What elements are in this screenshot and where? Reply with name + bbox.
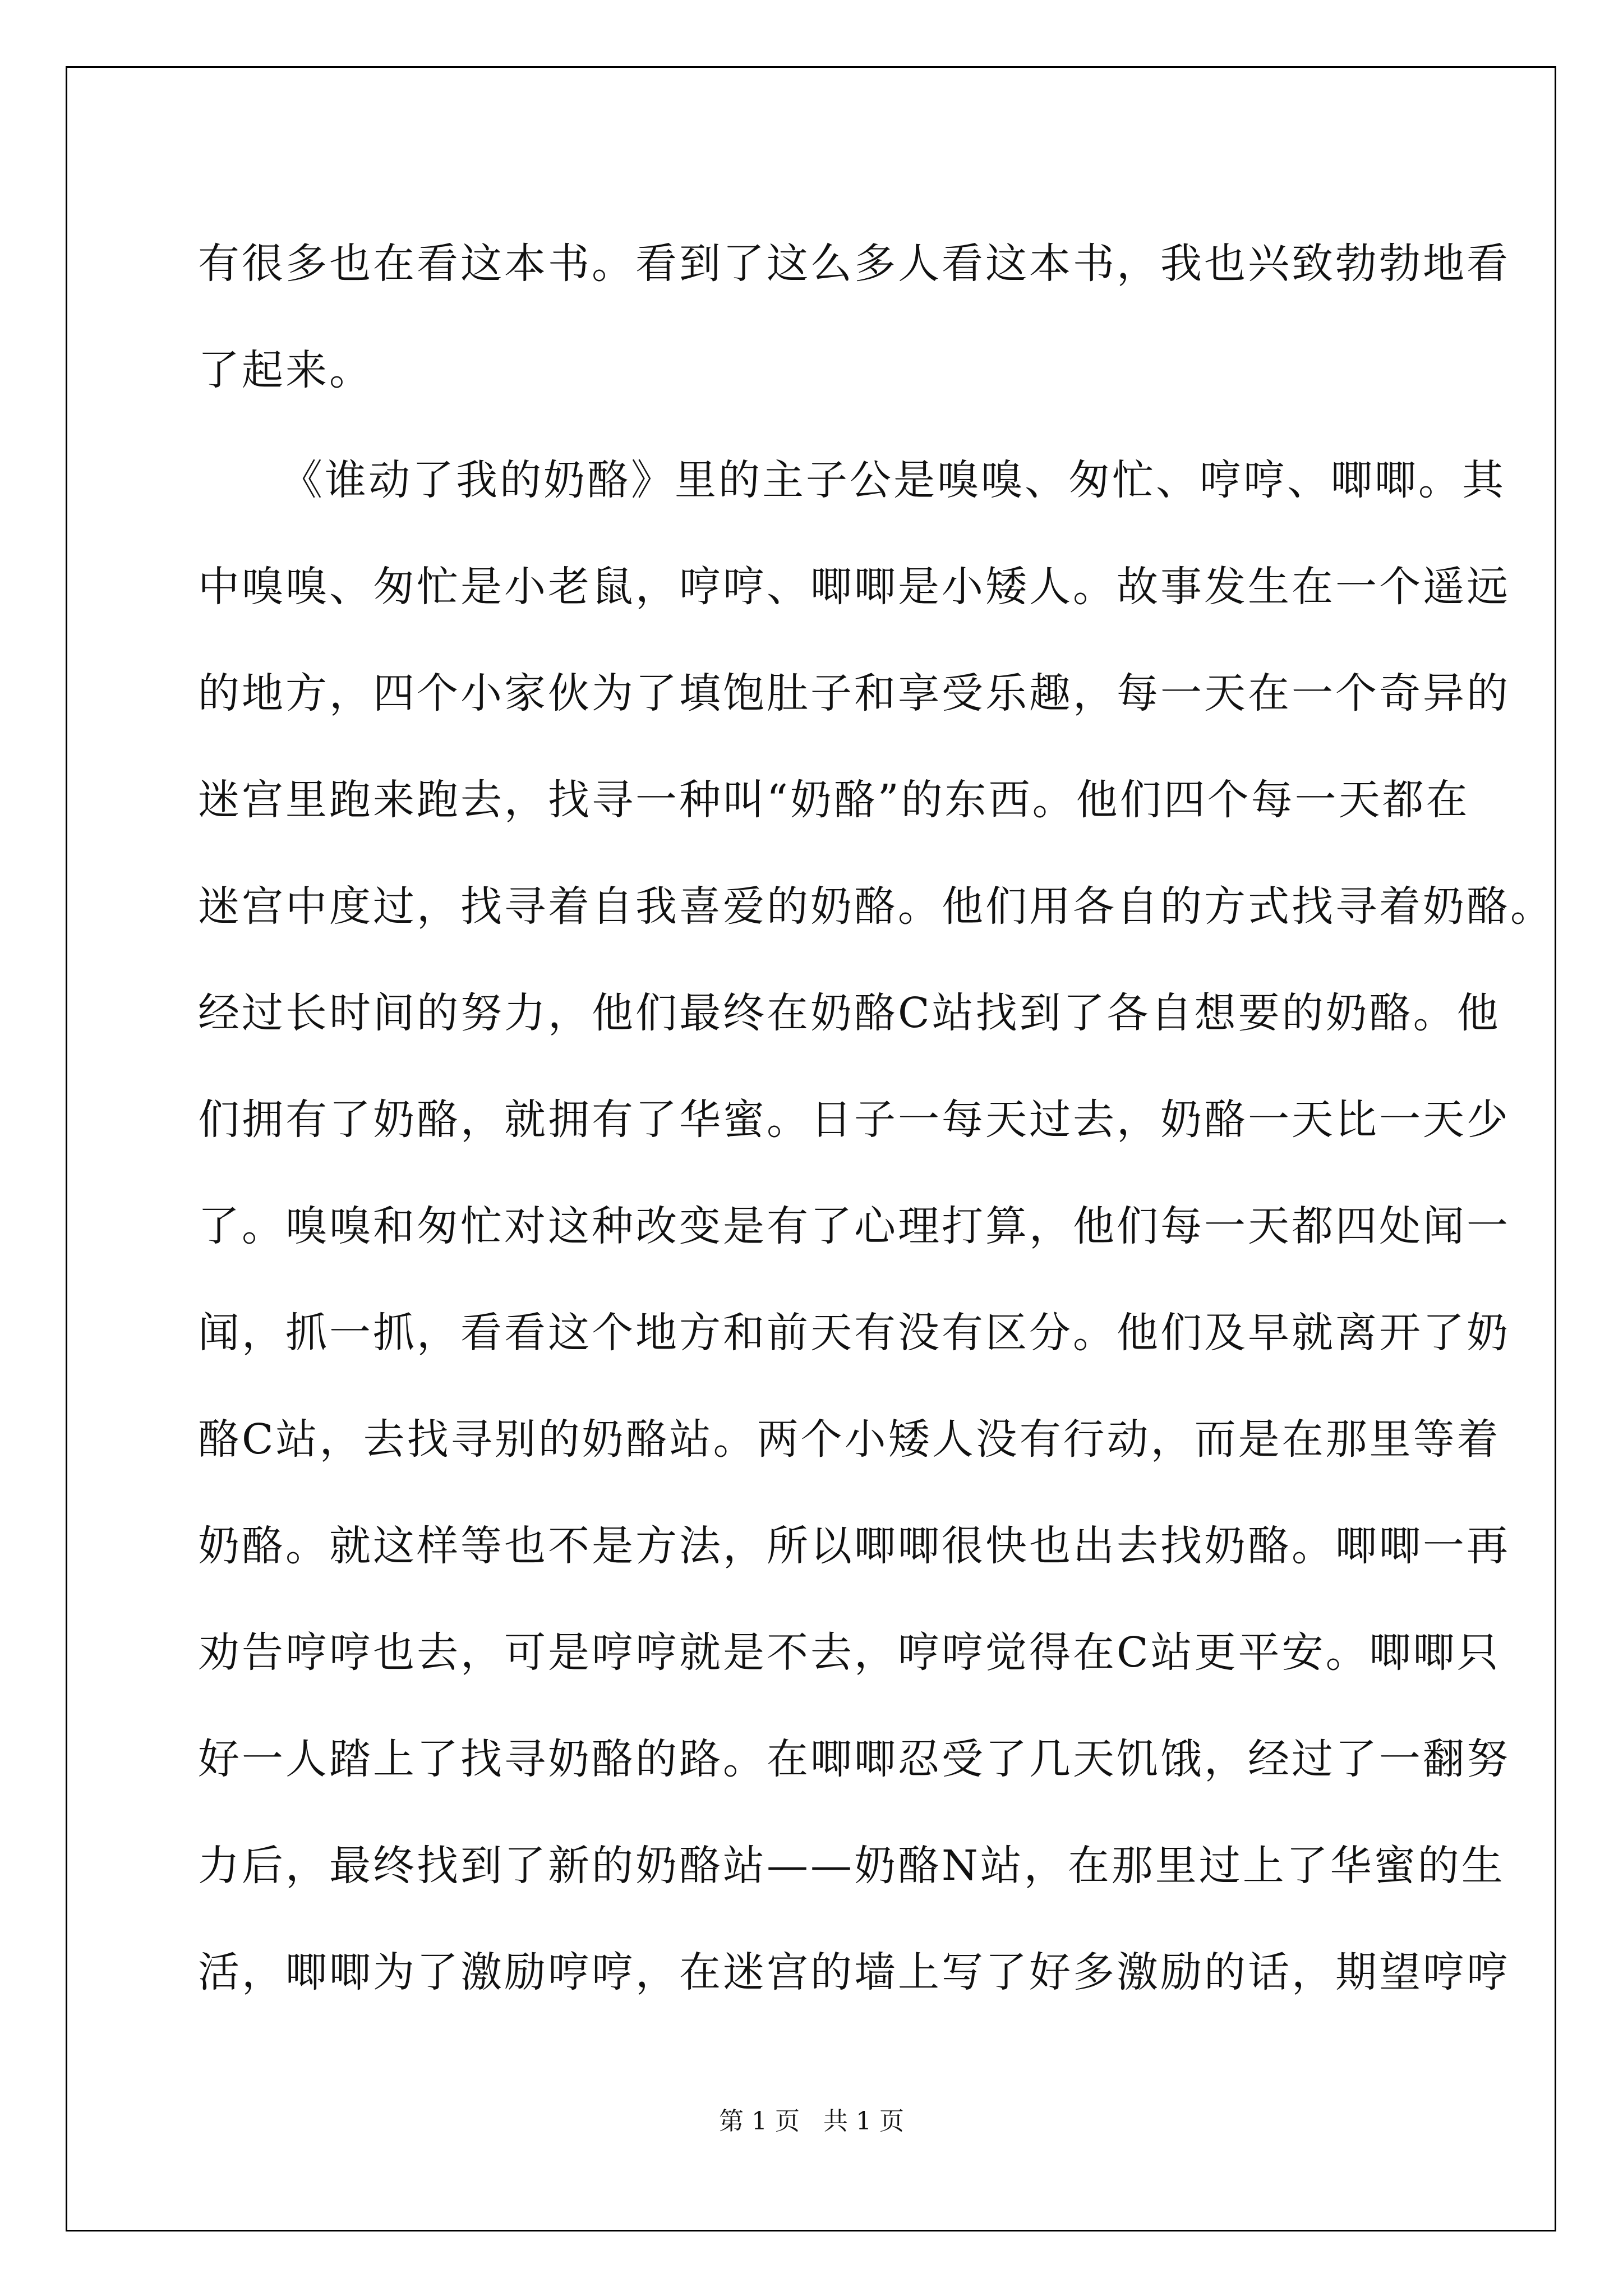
text-line: 迷宫里跑来跑去，找寻一种叫“奶酪”的东西。他们四个每一天都在 — [198, 776, 1470, 824]
text-line: 迷宫中度过，找寻着自我喜爱的奶酪。他们用各自的方式找寻着奶酪。 — [198, 882, 1554, 931]
text-line: 了起来。 — [198, 346, 373, 394]
document-body — [198, 210, 1554, 2026]
text-line: 《谁动了我的奶酪》里的主子公是嗅嗅、匆忙、哼哼、唧唧。其 — [281, 456, 1506, 504]
text-line: 了。嗅嗅和匆忙对这种改变是有了心理打算，他们每一天都四处闻一 — [198, 1202, 1510, 1250]
paragraph-2 — [198, 427, 1554, 2026]
text-line: 们拥有了奶酪，就拥有了华蜜。日子一每天过去，奶酪一天比一天少 — [198, 1096, 1510, 1144]
text-line: 有很多也在看这本书。看到了这么多人看这本书，我也兴致勃勃地看 — [198, 240, 1510, 288]
text-line: 中嗅嗅、匆忙是小老鼠，哼哼、唧唧是小矮人。故事发生在一个遥远 — [198, 563, 1510, 611]
page-number: 第 1 页 共 1 页 — [719, 2107, 904, 2136]
text-line: 闻，抓一抓，看看这个地方和前天有没有区分。他们及早就离开了奶 — [198, 1309, 1510, 1357]
paragraph-1 — [198, 210, 1510, 424]
text-line: 劝告哼哼也去，可是哼哼就是不去，哼哼觉得在C站更平安。唧唧只 — [198, 1628, 1501, 1677]
text-line: 经过长时间的努力，他们最终在奶酪C站找到了各自想要的奶酪。他 — [198, 989, 1501, 1037]
text-line: 力后，最终找到了新的奶酪站——奶酪N站，在那里过上了华蜜的生 — [198, 1842, 1505, 1890]
text-line: 奶酪。就这样等也不是方法，所以唧唧很快也出去找奶酪。唧唧一再 — [198, 1522, 1510, 1570]
text-line: 活，唧唧为了激励哼哼，在迷宫的墙上写了好多激励的话，期望哼哼 — [198, 1948, 1510, 1996]
text-line: 好一人踏上了找寻奶酪的路。在唧唧忍受了几天饥饿，经过了一翻努 — [198, 1735, 1510, 1783]
text-line: 酪C站，去找寻别的奶酪站。两个小矮人没有行动，而是在那里等着 — [198, 1415, 1501, 1464]
text-line: 的地方，四个小家伙为了填饱肚子和享受乐趣，每一天在一个奇异的 — [198, 669, 1510, 717]
